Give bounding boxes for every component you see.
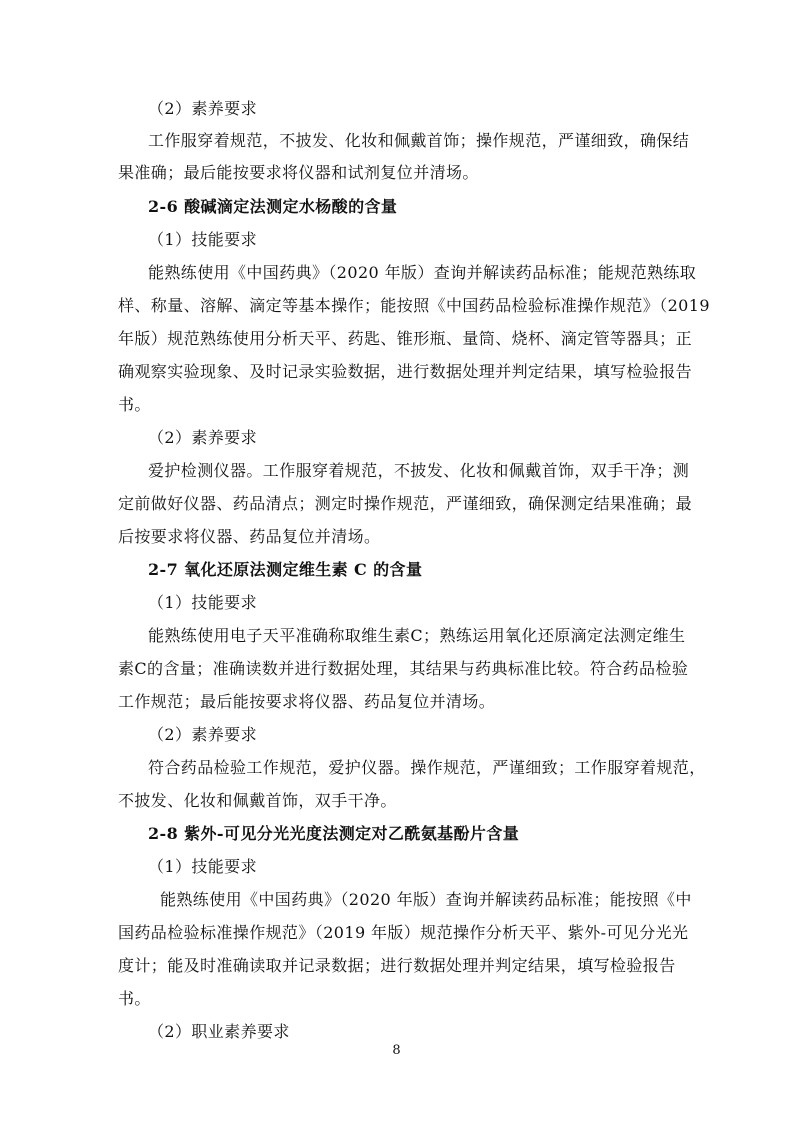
subsection-heading: （2）职业素养要求 [148,1022,290,1041]
section-heading: 2-8 紫外-可见分光光度法测定对乙酰氨基酚片含量 [148,824,520,843]
paragraph-line: 爱护检测仪器。工作服穿着规范，不披发、化妆和佩戴首饰，双手干净；测 [148,461,690,480]
paragraph-line: 符合药品检验工作规范，爱护仪器。操作规范，严谨细致；工作服穿着规范， [148,758,706,777]
paragraph-line: 能熟练使用电子天平准确称取维生素C；熟练运用氧化还原滴定法测定维生 [148,626,686,645]
paragraph-line: 不披发、化妆和佩戴首饰，双手干净。 [118,791,397,810]
paragraph-line: 国药品检验标准操作规范》（2019 年版）规范操作分析天平、紫外-可见分光光 [118,923,689,942]
page-number: 8 [392,1043,401,1058]
subsection-heading: （2）素养要求 [148,725,257,744]
paragraph-line: 度计；能及时准确读取并记录数据；进行数据处理并判定结果，填写检验报告 [118,956,676,975]
subsection-heading: （1）技能要求 [148,593,257,612]
paragraph-line: 素C的含量；准确读数并进行数据处理，其结果与药典标准比较。符合药品检验 [118,659,689,678]
paragraph-line: 后按要求将仪器、药品复位并清场。 [118,527,381,546]
subsection-heading: （1）技能要求 [148,230,257,249]
paragraph-line: 工作规范；最后能按要求将仪器、药品复位并清场。 [118,692,496,711]
section-heading: 2-6 酸碱滴定法测定水杨酸的含量 [148,197,398,216]
paragraph-line: 书。 [118,989,151,1008]
paragraph-line: 确观察实验现象、及时记录实验数据，进行数据处理并判定结果，填写检验报告 [118,362,693,381]
subsection-heading: （1）技能要求 [148,857,257,876]
subsection-heading: （2）素养要求 [148,99,257,118]
subsection-heading: （2）素养要求 [148,428,257,447]
paragraph-line: 工作服穿着规范，不披发、化妆和佩戴首饰；操作规范，严谨细致，确保结 [148,131,690,150]
paragraph-line: 定前做好仪器、药品清点；测定时操作规范，严谨细致，确保测定结果准确；最 [118,494,693,513]
paragraph-line: 能熟练使用《中国药典》（2020 年版）查询并解读药品标准；能规范熟练取 [148,263,697,282]
paragraph-line: 能熟练使用《中国药典》（2020 年版）查询并解读药品标准；能按照《中 [160,890,692,909]
section-heading: 2-7 氧化还原法测定维生素 C 的含量 [148,560,423,579]
paragraph-line: 果准确；最后能按要求将仪器和试剂复位并清场。 [118,163,479,182]
paragraph-line: 样、称量、溶解、滴定等基本操作；能按照《中国药品检验标准操作规范》（2019 [118,296,710,315]
paragraph-line: 书。 [118,395,151,414]
paragraph-line: 年版）规范熟练使用分析天平、药匙、锥形瓶、量筒、烧杯、滴定管等器具；正 [118,329,693,348]
